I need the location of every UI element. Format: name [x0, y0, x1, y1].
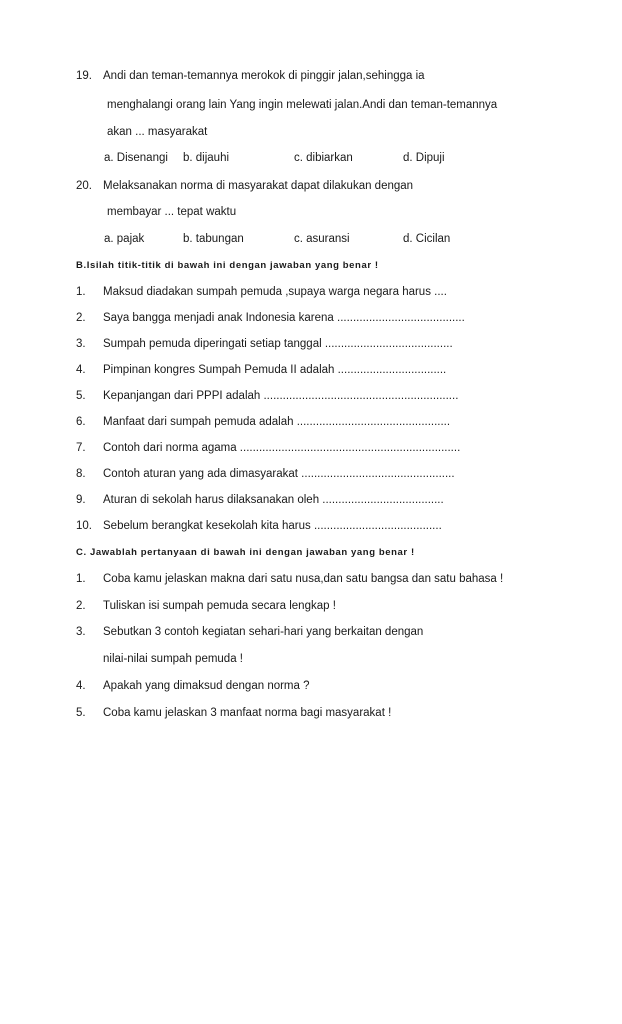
c-item-number: 1.	[76, 573, 86, 585]
c-item-text: Coba kamu jelaskan makna dari satu nusa,dan satu bangsa dan satu bahasa !	[103, 573, 504, 585]
c-item-number: 3.	[76, 626, 86, 638]
b-item-text: Maksud diadakan sumpah pemuda ,supaya warga negara harus ....	[103, 286, 447, 298]
q19-option-c: c. dibiarkan	[294, 152, 353, 164]
b-item-text: Sumpah pemuda diperingati setiap tanggal ........................................	[103, 338, 453, 350]
b-item-number: 9.	[76, 494, 86, 506]
c-item-text: Apakah yang dimaksud dengan norma ?	[103, 680, 310, 692]
q19-option-d: d. Dipuji	[403, 152, 445, 164]
q19-option-a: a. Disenangi	[104, 152, 168, 164]
b-item-text: Saya bangga menjadi anak Indonesia karena ........................................	[103, 312, 465, 324]
b-item-text: Contoh dari norma agama .....................................................................	[103, 442, 461, 454]
q19-line3: akan ... masyarakat	[107, 126, 208, 138]
q20-option-a: a. pajak	[104, 233, 145, 245]
b-item-number: 2.	[76, 312, 86, 324]
b-item-number: 1.	[76, 286, 86, 298]
b-item-number: 4.	[76, 364, 86, 376]
c-item-number: 2.	[76, 600, 86, 612]
q19-number: 19.	[76, 70, 92, 82]
q20-line1: Melaksanakan norma di masyarakat dapat dilakukan dengan	[103, 180, 414, 192]
q20-line2: membayar ... tepat waktu	[107, 206, 237, 218]
b-item-text: Sebelum berangkat kesekolah kita harus ........................................	[103, 520, 442, 532]
q19-option-b: b. dijauhi	[183, 152, 230, 164]
c-item-text: Tuliskan isi sumpah pemuda secara lengkap !	[103, 600, 336, 612]
b-item-text: Aturan di sekolah harus dilaksanakan oleh ......................................	[103, 494, 444, 506]
q20-number: 20.	[76, 180, 92, 192]
c-item-text: Sebutkan 3 contoh kegiatan sehari-hari yang berkaitan dengan	[103, 626, 424, 638]
c-item-continuation: nilai-nilai sumpah pemuda !	[103, 653, 243, 665]
c-item-text: Coba kamu jelaskan 3 manfaat norma bagi masyarakat !	[103, 707, 392, 719]
b-item-text: Manfaat dari sumpah pemuda adalah ................................................	[103, 416, 451, 428]
q20-option-c: c. asuransi	[294, 233, 350, 245]
q19-line2: menghalangi orang lain Yang ingin melewati jalan.Andi dan teman-temannya	[107, 99, 498, 111]
q19-line1: Andi dan teman-temannya merokok di pinggir jalan,sehingga ia	[103, 70, 425, 82]
b-item-text: Contoh aturan yang ada dimasyarakat ................................................	[103, 468, 455, 480]
q20-option-d: d. Cicilan	[403, 233, 451, 245]
c-item-number: 5.	[76, 707, 86, 719]
section-b-heading: B.Isilah titik-titik di bawah ini dengan jawaban yang benar !	[76, 260, 379, 271]
b-item-text: Kepanjangan dari PPPI adalah .............................................................	[103, 390, 459, 402]
b-item-number: 7.	[76, 442, 86, 454]
b-item-number: 5.	[76, 390, 86, 402]
section-c-heading: C. Jawablah pertanyaan di bawah ini dengan jawaban yang benar !	[76, 547, 415, 558]
b-item-text: Pimpinan kongres Sumpah Pemuda II adalah ..................................	[103, 364, 447, 376]
c-item-number: 4.	[76, 680, 86, 692]
b-item-number: 8.	[76, 468, 86, 480]
b-item-number: 6.	[76, 416, 86, 428]
b-item-number: 3.	[76, 338, 86, 350]
q20-option-b: b. tabungan	[183, 233, 244, 245]
b-item-number: 10.	[76, 520, 92, 532]
